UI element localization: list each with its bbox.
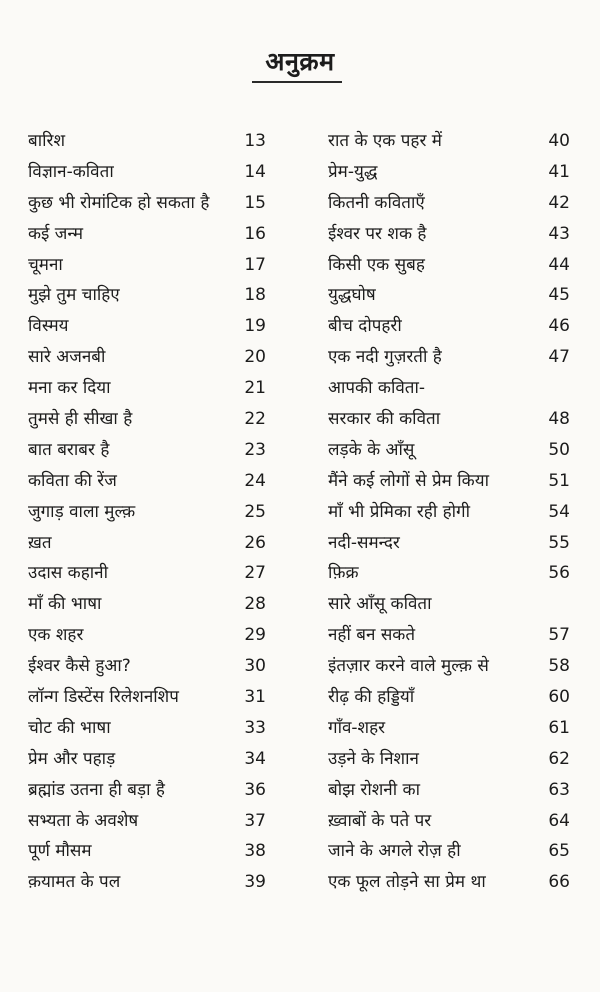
entry-page: 22 [244, 409, 266, 430]
toc-entry [28, 651, 266, 682]
entry-page: 39 [244, 872, 266, 893]
entry-page: 23 [244, 439, 266, 460]
toc-entry [28, 250, 266, 281]
toc-entry [28, 528, 266, 559]
toc-entry [328, 775, 570, 806]
toc-entry [328, 682, 570, 713]
toc-entry [328, 867, 570, 898]
entry-title: सारे अजनबी [28, 347, 106, 368]
entry-title: एक नदी गुज़रती है [328, 347, 442, 368]
entry-title: ख़त [28, 532, 52, 553]
entry-page: 18 [244, 285, 266, 306]
entry-page: 33 [244, 717, 266, 738]
entry-title: बारिश [28, 131, 66, 151]
entry-page: 21 [244, 378, 266, 399]
entry-page: 30 [244, 656, 266, 677]
toc-entry [28, 219, 266, 250]
toc-right-column [328, 126, 570, 898]
toc-entry [328, 157, 570, 188]
entry-page: 29 [244, 625, 266, 646]
toc-entry [28, 466, 266, 497]
entry-title: फ़िक्र [328, 563, 359, 584]
entry-page: 46 [548, 316, 570, 337]
toc-entry [328, 620, 570, 651]
entry-page: 65 [548, 841, 570, 862]
entry-title: आपकी कविता- [328, 378, 426, 399]
title-underline [252, 81, 342, 83]
entry-title: मुझे तुम चाहिए [28, 285, 120, 306]
entry-title: गाँव-शहर [328, 717, 386, 738]
entry-title: कुछ भी रोमांटिक हो सकता है [28, 192, 210, 213]
entry-title: नदी-समन्दर [328, 532, 400, 553]
toc-entry [328, 280, 570, 311]
entry-page: 13 [244, 131, 266, 151]
entry-page: 63 [548, 779, 570, 800]
entry-page: 14 [244, 161, 266, 182]
entry-title: मना कर दिया [28, 378, 111, 399]
toc-entry [28, 620, 266, 651]
entry-page: 40 [548, 131, 570, 151]
toc-entry [328, 404, 570, 435]
entry-title: ब्रह्मांड उतना ही बड़ा है [28, 779, 165, 800]
toc-entry [28, 682, 266, 713]
entry-page: 17 [244, 254, 266, 275]
entry-page: 45 [548, 285, 570, 306]
entry-page: 19 [244, 316, 266, 337]
entry-page: 16 [244, 223, 266, 244]
toc-entry [328, 219, 570, 250]
entry-title: कई जन्म [28, 223, 83, 244]
entry-page: 50 [548, 439, 570, 460]
entry-title: युद्धघोष [328, 285, 376, 306]
entry-title: उड़ने के निशान [328, 748, 419, 769]
toc-entry [328, 589, 570, 620]
entry-title: इंतज़ार करने वाले मुल्क़ से [328, 656, 489, 677]
entry-page: 25 [244, 501, 266, 522]
entry-title: सारे आँसू कविता [328, 594, 432, 615]
entry-title: रीढ़ की हड्डियाँ [328, 687, 415, 708]
entry-title: कितनी कविताएँ [328, 192, 425, 213]
entry-page: 54 [548, 501, 570, 522]
toc-entry [28, 157, 266, 188]
toc-entry [328, 558, 570, 589]
entry-title: मैंने कई लोगों से प्रेम किया [328, 470, 489, 491]
toc-entry [28, 806, 266, 837]
entry-title: लॉन्ग डिस्टेंस रिलेशनशिप [28, 687, 179, 708]
toc-entry [28, 373, 266, 404]
entry-title: रात के एक पहर में [328, 131, 442, 151]
entry-title: बात बराबर है [28, 439, 110, 460]
entry-title: नहीं बन सकते [328, 625, 416, 646]
entry-page: 43 [548, 223, 570, 244]
entry-page: 20 [244, 347, 266, 368]
toc-entry [28, 435, 266, 466]
toc-entry [328, 188, 570, 219]
toc-entry [328, 250, 570, 281]
toc-entry [28, 497, 266, 528]
entry-page: 57 [548, 625, 570, 646]
entry-page: 38 [244, 841, 266, 862]
toc-entry [328, 311, 570, 342]
toc-entry [28, 188, 266, 219]
entry-title: चोट की भाषा [28, 717, 111, 738]
entry-title: माँ की भाषा [28, 594, 102, 615]
entry-page: 58 [548, 656, 570, 677]
entry-title: पूर्ण मौसम [28, 841, 92, 862]
entry-title: चूमना [28, 254, 63, 275]
entry-title: कविता की रेंज [28, 470, 117, 491]
toc-entry [328, 744, 570, 775]
entry-title: ईश्वर कैसे हुआ? [28, 656, 131, 677]
entry-title: विज्ञान-कविता [28, 161, 114, 182]
toc-entry [28, 744, 266, 775]
entry-page: 42 [548, 192, 570, 213]
entry-title: किसी एक सुबह [328, 254, 425, 275]
entry-title: विस्मय [28, 316, 69, 337]
entry-page: 60 [548, 687, 570, 708]
toc-entry [328, 342, 570, 373]
entry-title: सरकार की कविता [328, 409, 441, 430]
entry-title: जाने के अगले रोज़ ही [328, 841, 461, 862]
entry-page: 37 [244, 810, 266, 831]
toc-entry [328, 651, 570, 682]
entry-page: 28 [244, 594, 266, 615]
toc-entry [328, 435, 570, 466]
toc-entry [28, 280, 266, 311]
entry-title: एक फूल तोड़ने सा प्रेम था [328, 872, 486, 893]
toc-entry [28, 342, 266, 373]
toc-entry [28, 836, 266, 867]
entry-title: बीच दोपहरी [328, 316, 402, 337]
entry-title: ख़्वाबों के पते पर [328, 810, 432, 831]
toc-entry [28, 404, 266, 435]
toc-entry [328, 126, 570, 157]
page-title: अनुक्रम [265, 47, 335, 76]
entry-page: 51 [548, 470, 570, 491]
toc-entry [328, 466, 570, 497]
entry-page: 26 [244, 532, 266, 553]
entry-page: 27 [244, 563, 266, 584]
toc-entry [28, 713, 266, 744]
toc-entry [28, 867, 266, 898]
entry-page: 34 [244, 748, 266, 769]
entry-title: प्रेम-युद्ध [328, 161, 378, 182]
entry-page: 55 [548, 532, 570, 553]
entry-page: 48 [548, 409, 570, 430]
toc-entry [328, 497, 570, 528]
entry-title: प्रेम और पहाड़ [28, 748, 116, 769]
entry-page: 66 [548, 872, 570, 893]
toc-entry [28, 775, 266, 806]
entry-page: 62 [548, 748, 570, 769]
toc-entry [328, 806, 570, 837]
entry-title: बोझ रोशनी का [328, 779, 420, 800]
entry-page: 41 [548, 161, 570, 182]
entry-page: 44 [548, 254, 570, 275]
toc-entry [28, 126, 266, 157]
entry-title: उदास कहानी [28, 563, 108, 584]
entry-title: क़यामत के पल [28, 872, 121, 893]
entry-title: जुगाड़ वाला मुल्क़ [28, 501, 136, 522]
entry-title: लड़के के आँसू [328, 439, 415, 460]
entry-page: 47 [548, 347, 570, 368]
entry-title: ईश्वर पर शक है [328, 223, 427, 244]
toc-entry [28, 311, 266, 342]
toc-entry [328, 836, 570, 867]
entry-title: एक शहर [28, 625, 84, 646]
entry-page: 36 [244, 779, 266, 800]
entry-page: 56 [548, 563, 570, 584]
entry-page: 31 [244, 687, 266, 708]
entry-title: तुमसे ही सीखा है [28, 409, 133, 430]
toc-left-column [28, 126, 266, 898]
entry-page: 15 [244, 192, 266, 213]
toc-entry [28, 558, 266, 589]
entry-title: माँ भी प्रेमिका रही होगी [328, 501, 471, 522]
toc-entry [328, 528, 570, 559]
entry-page: 24 [244, 470, 266, 491]
toc-entry [328, 713, 570, 744]
toc-entry [328, 373, 570, 404]
toc-entry [28, 589, 266, 620]
entry-page: 61 [548, 717, 570, 738]
entry-page: 64 [548, 810, 570, 831]
entry-title: सभ्यता के अवशेष [28, 810, 139, 831]
